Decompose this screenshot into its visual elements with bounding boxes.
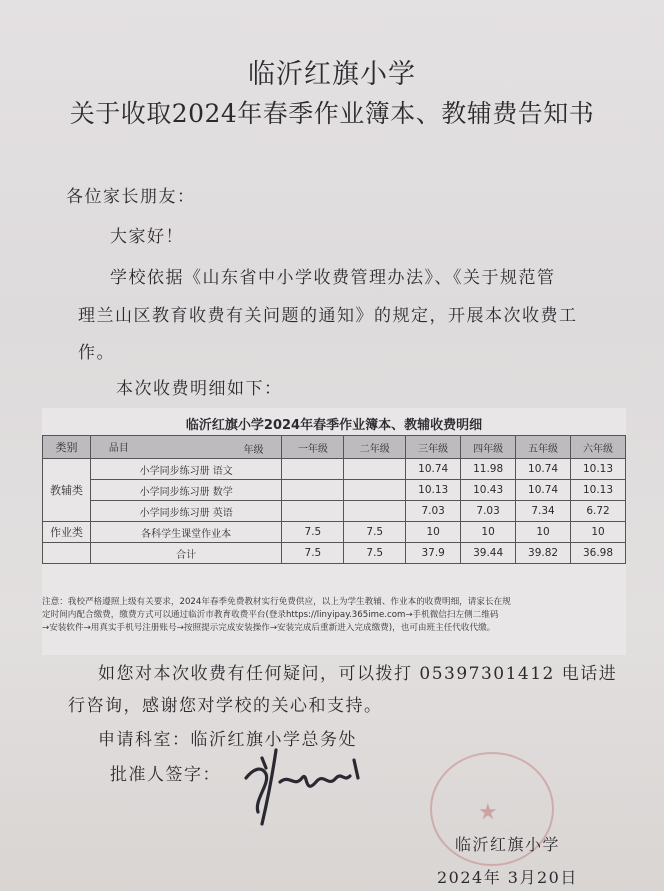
note-line: →安装软件→用真实手机号注册账号→按照提示完成安装操作→安装完成后重新进入完成缴费)，也可由班主任代收代缴。 <box>42 623 496 633</box>
value-cell <box>282 501 344 522</box>
value-cell: 7.5 <box>344 522 406 543</box>
value-cell <box>344 480 406 501</box>
value-cell: 10 <box>571 522 626 543</box>
header-item: 品目 <box>108 443 129 454</box>
value-cell: 10.13 <box>571 480 626 501</box>
document-title: 临沂红旗小学 <box>248 59 416 90</box>
value-cell <box>282 480 344 501</box>
greeting: 各位家长朋友： <box>66 187 196 207</box>
paragraph-2: 本次收费明细如下： <box>116 379 283 399</box>
grade-header: 三年级 <box>406 436 461 459</box>
paragraph-3-line-2: 行咨询，感谢您对学校的关心和支持。 <box>68 696 383 716</box>
category-cell: 作业类 <box>43 522 91 543</box>
total-label: 合计 <box>90 543 282 564</box>
payment-note <box>42 596 626 635</box>
fee-table-panel <box>42 408 626 655</box>
value-cell: 10.13 <box>406 480 461 501</box>
table-row <box>43 480 626 501</box>
fee-table-title: 临沂红旗小学2024年春季作业簿本、教辅收费明细 <box>185 418 483 433</box>
grade-header: 四年级 <box>461 436 516 459</box>
value-cell: 10.74 <box>516 459 571 480</box>
table-row <box>43 459 626 480</box>
value-cell: 10.74 <box>406 459 461 480</box>
value-cell: 6.72 <box>571 501 626 522</box>
department-line: 申请科室：临沂红旗小学总务处 <box>98 730 357 750</box>
value-cell: 7.03 <box>461 501 516 522</box>
item-cell: 小学同步练习册 数学 <box>90 480 282 501</box>
grade-header: 一年级 <box>282 436 344 459</box>
total-row <box>43 543 626 564</box>
table-row <box>43 522 626 543</box>
value-cell: 7.5 <box>282 522 344 543</box>
table-header-row <box>43 436 626 459</box>
header-category: 类别 <box>43 436 91 459</box>
item-cell: 小学同步练习册 语文 <box>90 459 282 480</box>
grade-header: 五年级 <box>516 436 571 459</box>
empty-cell <box>43 543 91 564</box>
table-row <box>43 501 626 522</box>
school-signature: 临沂红旗小学 <box>455 835 561 854</box>
total-cell: 7.5 <box>344 543 406 564</box>
paragraph-1-line-1: 学校依据《山东省中小学收费管理办法》、《关于规范管 <box>110 268 556 288</box>
value-cell: 10.13 <box>571 459 626 480</box>
value-cell <box>344 459 406 480</box>
value-cell: 10.43 <box>461 480 516 501</box>
total-cell: 36.98 <box>571 543 626 564</box>
signature-image <box>232 738 372 828</box>
paragraph-1-line-2: 理兰山区教育收费有关问题的通知》的规定，开展本次收费工 <box>78 306 578 326</box>
hello-line: 大家好！ <box>110 227 184 247</box>
value-cell: 10 <box>516 522 571 543</box>
seal-star-icon: ★ <box>478 800 498 825</box>
value-cell <box>282 459 344 480</box>
category-cell: 教辅类 <box>43 459 91 522</box>
total-cell: 39.44 <box>461 543 516 564</box>
value-cell: 11.98 <box>461 459 516 480</box>
approver-label: 批准人签字： <box>110 765 221 785</box>
paragraph-3-line-1: 如您对本次收费有任何疑问，可以拨打 05397301412 电话进 <box>98 664 618 684</box>
document-date: 2024年 3月20日 <box>437 868 578 887</box>
item-cell: 各科学生课堂作业本 <box>90 522 282 543</box>
grade-header: 六年级 <box>571 436 626 459</box>
value-cell: 10.74 <box>516 480 571 501</box>
value-cell: 10 <box>406 522 461 543</box>
value-cell: 7.34 <box>516 501 571 522</box>
total-cell: 39.82 <box>516 543 571 564</box>
note-line: 定时间内配合缴费，缴费方式可以通过临沂市教育收费平台(登录https://linyipay.365ime.com→手机微信扫左侧二维码 <box>42 610 499 620</box>
item-cell: 小学同步练习册 英语 <box>90 501 282 522</box>
header-item-grade <box>90 436 282 459</box>
note-line: 注意：我校严格遵照上级有关要求，2024年春季免费教材实行免费供应，以上为学生教辅、作业本的收费明细，请家长在规 <box>42 597 511 607</box>
fee-table <box>42 435 626 564</box>
grade-header: 二年级 <box>344 436 406 459</box>
value-cell: 7.03 <box>406 501 461 522</box>
document-subtitle: 关于收取2024年春季作业簿本、教辅费告知书 <box>69 99 595 128</box>
paragraph-1-line-3: 作。 <box>78 343 115 363</box>
value-cell <box>344 501 406 522</box>
header-grade: 年级 <box>243 445 264 456</box>
value-cell: 10 <box>461 522 516 543</box>
total-cell: 7.5 <box>282 543 344 564</box>
total-cell: 37.9 <box>406 543 461 564</box>
